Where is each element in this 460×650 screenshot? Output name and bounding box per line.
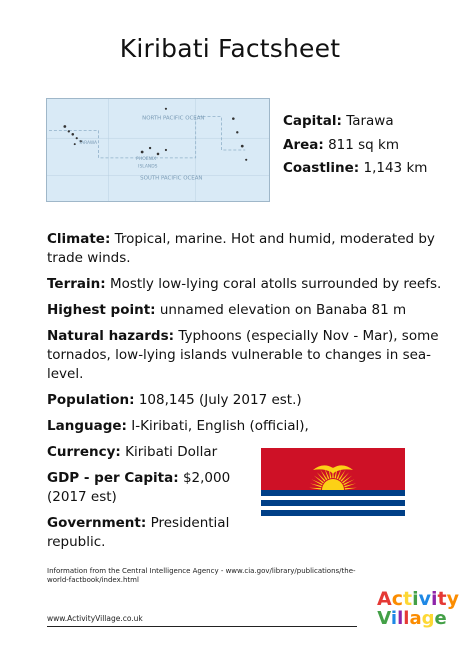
logo-letter: l <box>403 608 410 629</box>
logo-letter: t <box>437 588 447 610</box>
logo-letter: V <box>377 608 391 629</box>
fact-value: 811 sq km <box>328 136 399 153</box>
fact-language <box>47 417 442 436</box>
fact-label: Natural hazards: <box>47 328 175 344</box>
fact-label: Highest point: <box>47 302 156 318</box>
map-label-north: NORTH PACIFIC OCEAN <box>142 115 205 122</box>
kiribati-flag <box>261 448 405 520</box>
activity-village-logo <box>377 588 459 629</box>
fact-label: Capital: <box>283 113 342 129</box>
fact-capital <box>283 110 453 134</box>
map-label-tarawa: TARAWA <box>78 141 98 147</box>
fact-label: Climate: <box>47 231 111 247</box>
fact-terrain <box>47 275 442 294</box>
footer-rule <box>47 626 357 627</box>
logo-line-2 <box>377 609 447 628</box>
logo-letter: A <box>377 588 392 610</box>
logo-letter: l <box>397 608 404 629</box>
logo-letter: g <box>421 608 435 629</box>
fact-gdp <box>47 469 247 507</box>
fact-value: $2,000 (2017 est) <box>47 470 231 505</box>
fact-coastline <box>283 157 453 181</box>
logo-letter: a <box>409 608 422 629</box>
fact-label: Area: <box>283 136 324 153</box>
fact-value: I-Kiribati, English (official), <box>131 418 309 434</box>
logo-letter: t <box>402 588 413 610</box>
logo-line-1 <box>377 588 459 610</box>
logo-letter: i <box>412 588 419 610</box>
fact-value: Tropical, marine. Hot and humid, moderated by trade winds. <box>47 231 435 266</box>
fact-population <box>47 391 442 410</box>
logo-letter: v <box>418 588 431 610</box>
fact-label: Population: <box>47 392 135 408</box>
fact-label: GDP - per Capita: <box>47 470 179 486</box>
source-note: Information from the Central Intelligence Agency - www.cia.gov/library/publications/the-world-factbook/index.html <box>47 567 356 584</box>
fact-value: Presidential republic. <box>47 515 230 550</box>
logo-letter: i <box>390 608 398 629</box>
logo-letter: y <box>446 588 459 610</box>
fact-label: Coastline: <box>283 160 360 176</box>
logo-letter: c <box>391 588 403 610</box>
fact-label: Government: <box>47 515 147 531</box>
logo-letter: i <box>430 588 438 610</box>
site-url[interactable]: www.ActivityVillage.co.uk <box>47 614 143 623</box>
fact-value: 1,143 km <box>363 160 428 176</box>
fact-value: Mostly low-lying coral atolls surrounded by reefs. <box>109 276 442 292</box>
fact-climate <box>47 230 442 268</box>
map-label-south: SOUTH PACIFIC OCEAN <box>140 175 203 182</box>
fact-value: 108,145 (July 2017 est.) <box>138 392 302 408</box>
flag-waves <box>261 490 405 520</box>
quick-facts <box>283 110 453 181</box>
fact-government <box>47 514 247 552</box>
logo-letter: e <box>434 608 447 629</box>
fact-natural-hazards <box>47 327 442 384</box>
map-label-islands: ISLANDS <box>138 164 158 170</box>
fact-label: Terrain: <box>47 276 106 292</box>
fact-value: unnamed elevation on Banaba 81 m <box>159 302 407 318</box>
page-title: Kiribati Factsheet <box>119 34 341 63</box>
fact-highest-point <box>47 301 442 320</box>
map-label-phoenix: PHOENIX <box>136 156 157 162</box>
fact-area <box>283 134 453 158</box>
fact-label: Language: <box>47 418 127 434</box>
fact-value: Kiribati Dollar <box>125 444 218 460</box>
fact-label: Currency: <box>47 444 121 460</box>
fact-value: Typhoons (especially Nov - Mar), some tornados, low-lying islands vulnerable to changes in sea-level. <box>47 328 439 382</box>
fact-value: Tarawa <box>346 113 394 129</box>
kiribati-map <box>46 98 270 202</box>
